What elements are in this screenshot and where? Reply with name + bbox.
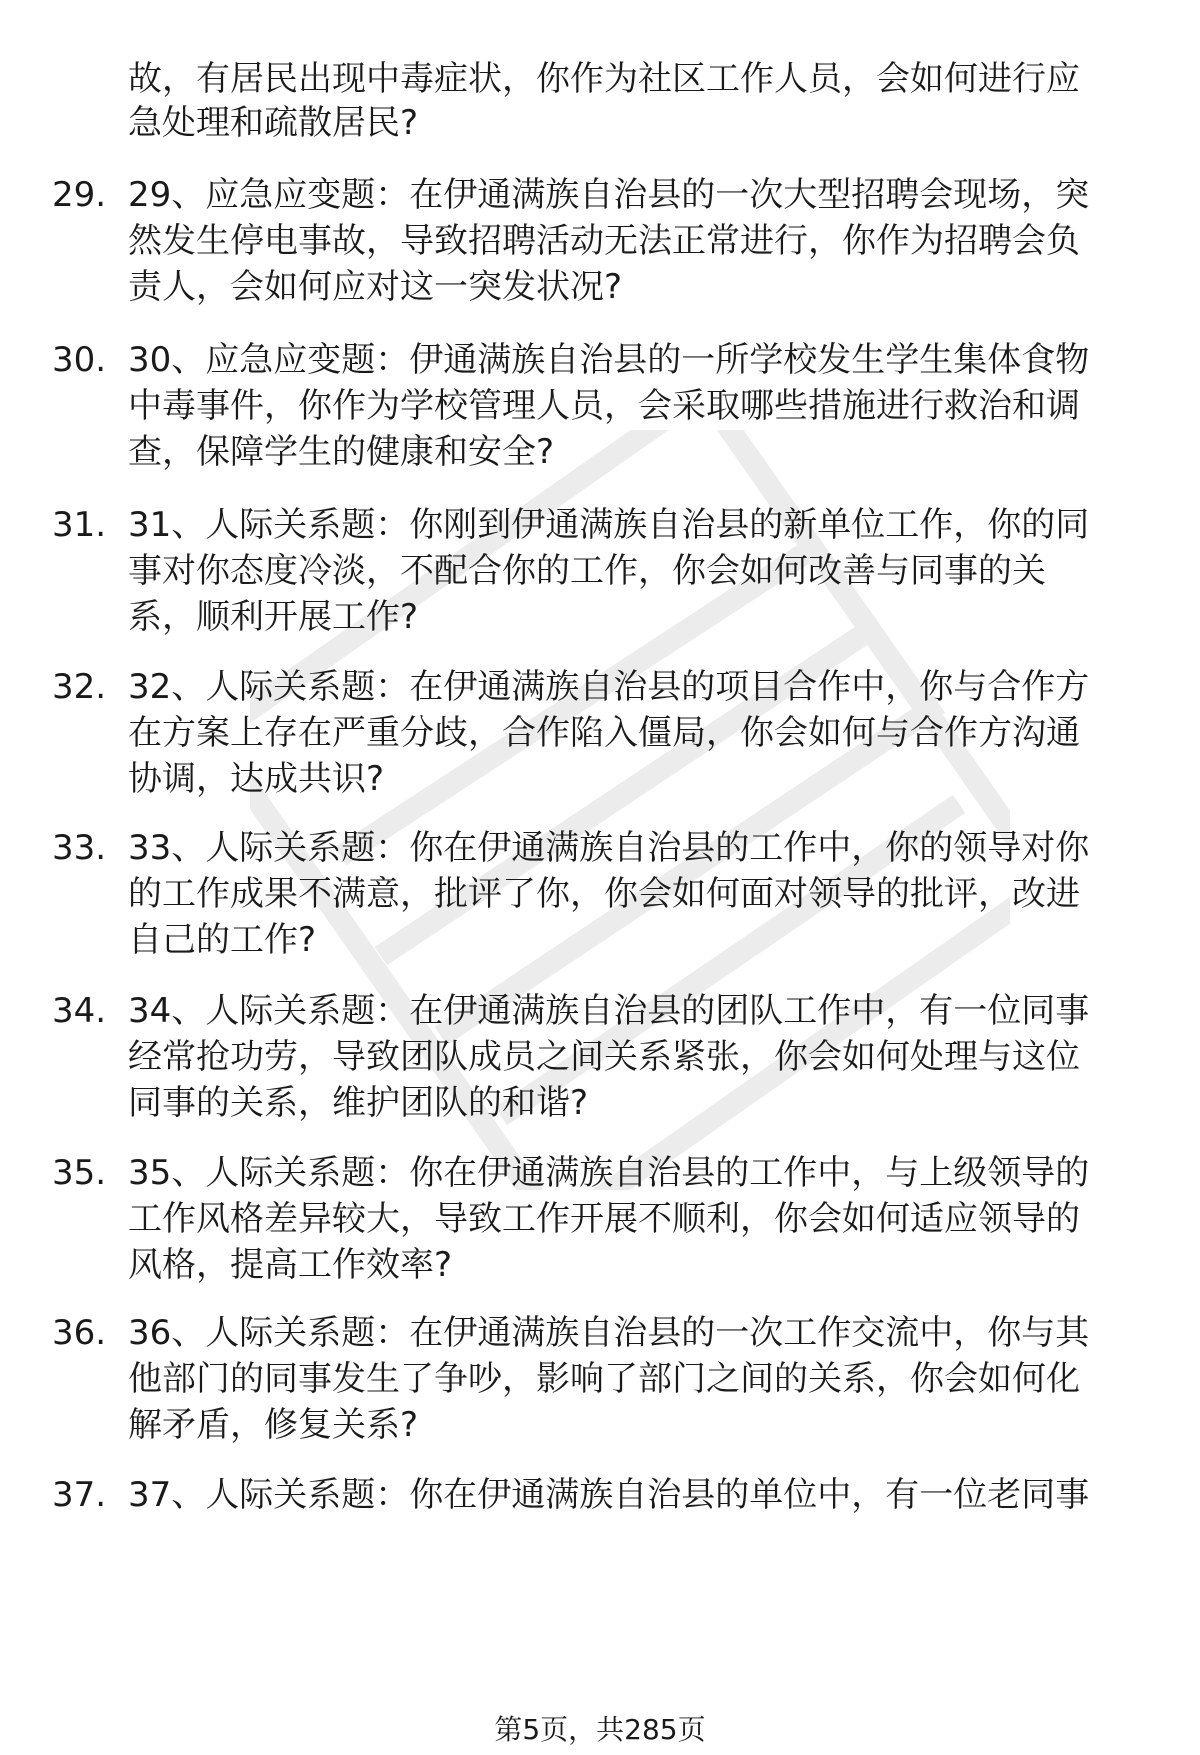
item-number: 35.	[52, 1153, 107, 1193]
item-text: 30、应急应变题：伊通满族自治县的一所学校发生学生集体食物 中毒事件，你作为学校管理人员，会采取哪些措施进行救治和调 查，保障学生的健康和安全?	[128, 340, 1090, 472]
item-number: 33.	[52, 828, 107, 868]
item-number: 29.	[52, 175, 107, 215]
item-text: 35、人际关系题：你在伊通满族自治县的工作中，与上级领导的 工作风格差异较大，导致工作开展不顺利，你会如何适应领导的 风格，提高工作效率?	[128, 1153, 1090, 1285]
item-number: 36.	[52, 1313, 107, 1353]
item-text: 31、人际关系题：你刚到伊通满族自治县的新单位工作，你的同 事对你态度冷淡，不配合你的工作，你会如何改善与同事的关 系，顺利开展工作?	[128, 505, 1090, 637]
item-text: 33、人际关系题：你在伊通满族自治县的工作中，你的领导对你 的工作成果不满意，批评了你，你会如何面对领导的批评，改进 自己的工作?	[128, 828, 1090, 960]
item-text: 34、人际关系题：在伊通满族自治县的团队工作中，有一位同事 经常抢功劳，导致团队成员之间关系紧张，你会如何处理与这位 同事的关系，维护团队的和谐?	[128, 991, 1090, 1123]
item-number: 34.	[52, 991, 107, 1031]
item-text: 32、人际关系题：在伊通满族自治县的项目合作中，你与合作方 在方案上存在严重分歧，合作陷入僵局，你会如何与合作方沟通 协调，达成共识?	[128, 667, 1090, 799]
page-footer: 第5页，共285页	[494, 1713, 706, 1746]
continuation-line: 故，有居民出现中毒症状，你作为社区工作人员，会如何进行应	[128, 59, 1080, 99]
item-text: 37、人际关系题：你在伊通满族自治县的单位中，有一位老同事	[128, 1475, 1090, 1515]
item-text: 36、人际关系题：在伊通满族自治县的一次工作交流中，你与其 他部门的同事发生了争吵，影响了部门之间的关系，你会如何化 解矛盾，修复关系?	[128, 1313, 1090, 1445]
item-text: 29、应急应变题：在伊通满族自治县的一次大型招聘会现场，突 然发生停电事故，导致招聘活动无法正常进行，你作为招聘会负 责人，会如何应对这一突发状况?	[128, 175, 1090, 307]
item-number: 31.	[52, 505, 107, 545]
continuation-line: 急处理和疏散居民?	[128, 103, 419, 143]
item-number: 32.	[52, 667, 107, 707]
item-number: 30.	[52, 340, 107, 380]
item-number: 37.	[52, 1475, 107, 1515]
